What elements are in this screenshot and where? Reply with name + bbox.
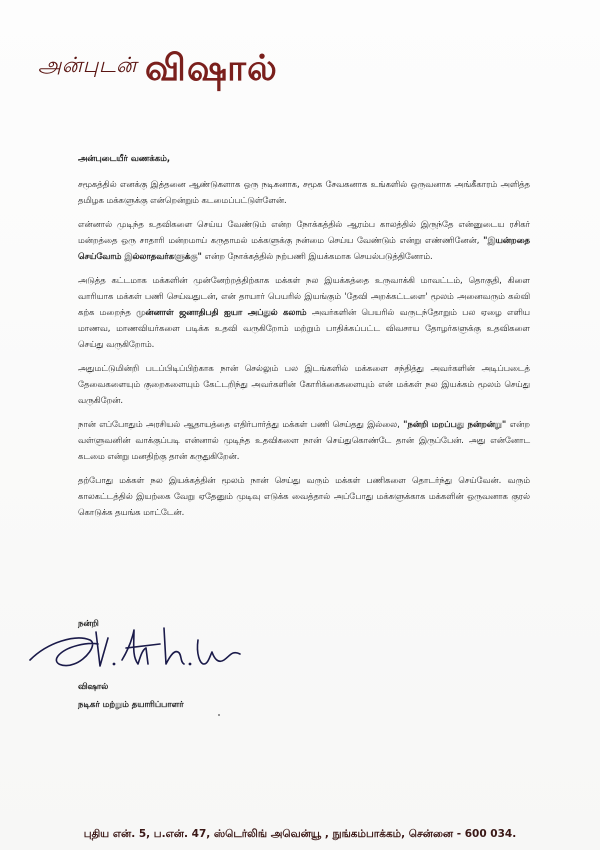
paragraph-2	[78, 216, 530, 264]
motto-quote: "இயன்றதை செய்வோம் இல்லாதவர்களுக்கு"	[78, 235, 530, 261]
paragraph-text: என்ற வள்ளுவனின் வாக்குப்படி என்னால் முடிந்த உதவிகளை நான் செய்துகொண்டே தான் இருப்பேன். அது என்னோட கடமை என்று மனதிற்கு தான் கருதுகிறேன்.	[78, 419, 530, 461]
signature	[28, 620, 248, 680]
footer-address: புதிய என். 5, ப.என். 47, ஸ்டெர்லிங் அவென்யூ , நுங்கம்பாக்கம், சென்னை - 600 034.	[83, 828, 517, 840]
paragraph-1	[78, 176, 530, 208]
paragraph-text: என்ற நோக்கத்தில் நற்பணி இயக்கமாக செயல்படுத்தினோம்.	[201, 251, 433, 261]
signer-title: நடிகர் மற்றும் தயாரிப்பாளர்	[78, 699, 184, 709]
letterhead-logo	[38, 30, 278, 90]
letter-body	[78, 150, 530, 528]
thirukkural-quote: "நன்றி மறப்பது நன்றன்று"	[403, 419, 507, 429]
letterhead-prefix: அன்புடன்	[38, 53, 137, 77]
paragraph-text: சமூகத்தில் எனக்கு இத்தனை ஆண்டுகளாக ஒரு நடிகனாக, சமூக சேவகனாக உங்களில் ஒருவனாக அங்கீகாரம் அளித்த தமிழக மக்களுக்கு என்றென்றும் கடமைப்பட்டுள்ளேன்.	[78, 179, 530, 205]
letterhead-name: விஷால்	[144, 47, 278, 89]
salutation: அன்புடையீர் வணக்கம்,	[78, 153, 171, 163]
paragraph-text: என்னால் முடிந்த உதவிகளை செய்ய வேண்டும் என்ற நோக்கத்தில் ஆரம்ப காலத்தில் இருந்தே என்னுடைய ரசிகர் மன்றத்தை ஒரு சாதாரி மன்றமாய் கருதாமல் மக்களுக்கு நன்மை செய்ய வேண்டும் என்று எண்ணினேன்,	[78, 219, 530, 245]
paragraph-text: தற்போது மக்கள் நல இயக்கத்தின் மூலம் நான் செய்து வரும் மக்கள் பணிகளை தொடர்ந்து செய்வேன். வரும் காலகட்டத்தில் இயற்கை வேறு ஏதேனும் முடிவு எடுக்க வைத்தால் அப்போது மக்களுக்காக மக்களின் ஒருவனாக குரல் கொடுக்க தயங்க மாட்டேன்.	[78, 475, 530, 517]
paragraph-6	[78, 472, 530, 520]
paragraph-5	[78, 416, 530, 464]
paragraph-3	[78, 272, 530, 352]
paragraph-text: அதுமட்டுமின்றி படப்பிடிப்பிற்காக நான் செல்லும் பல இடங்களில் மக்களை சந்தித்து அவர்களின் அடிப்படைத் தேவைகளையும் குறைகளையும் கேட்டறிந்து அவர்களின் கோரிக்கைகளையும் என் மக்கள் நல இயக்கம் மூலம் செய்து வருகிறேன்.	[78, 363, 530, 405]
ink-dot	[218, 714, 220, 716]
closing-thanks: நன்றி	[78, 618, 99, 628]
kalam-name: முன்னாள் ஜனாதிபதி ஐயா அப்துல் கலாம்	[136, 307, 307, 317]
paragraph-text: நான் எப்போதும் அரசியல் ஆதாயத்தை எதிர்பார்த்து மக்கள் பணி செய்தது இல்லை,	[78, 419, 404, 429]
signer-name: விஷால்	[78, 681, 109, 691]
paragraph-4	[78, 360, 530, 408]
paragraph-text: அடுத்த கட்டமாக மக்களின் முன்னேற்றத்திற்காக மக்கள் நல இயக்கத்தை உருவாக்கி மாவட்டம், தொகுதி, கிளை வாரியாக மக்கள் பணி செய்வதுடன், என் தாயார் பெயரில் இயங்கும் 'தேவி அறக்கட்டளை' மூலம் அனைவரும் கல்வி கற்க மறைந்த	[78, 275, 530, 317]
paragraph-text: அவர்களின் பெயரில் வருடந்தோறும் பல ஏழை எளிய மாணவ, மாணவியர்களை படிக்க உதவி வருகிறோம் மற்றும் பாதிக்கப்பட்ட விவசாய தோழர்களுக்கு உதவிகளை செய்து வருகிறோம்.	[78, 307, 530, 349]
